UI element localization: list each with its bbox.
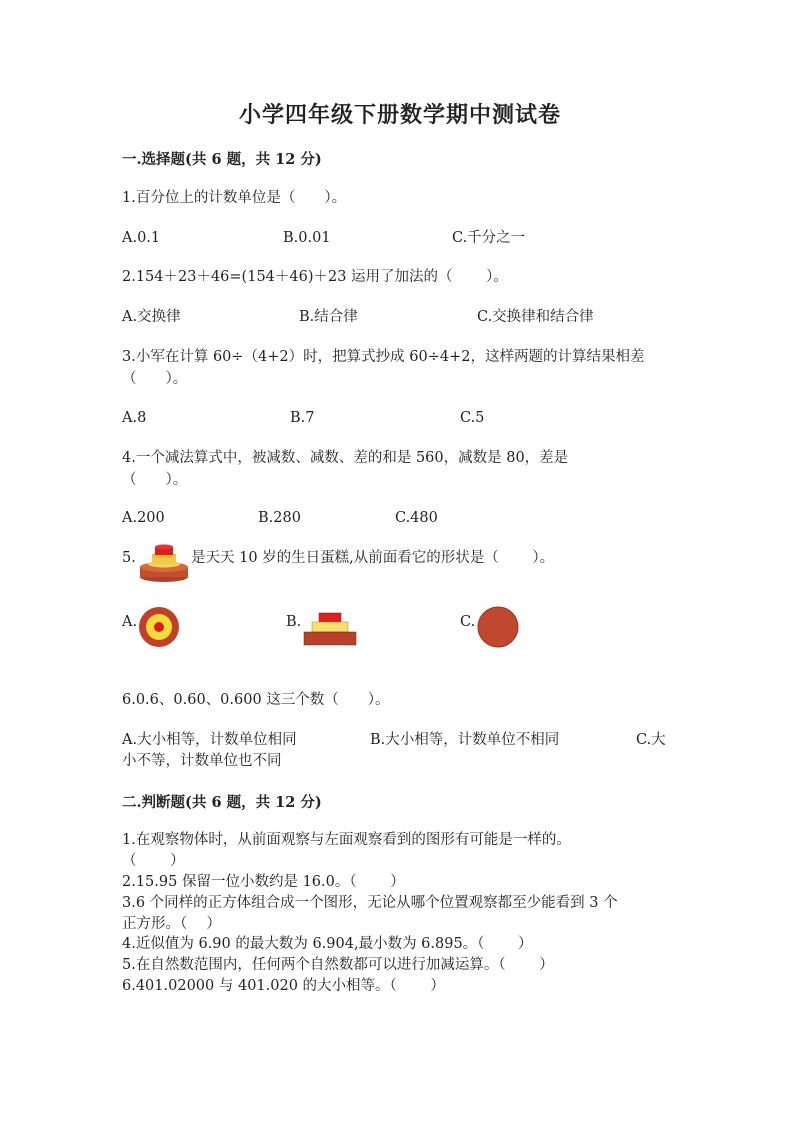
question-5-stem: 是天天 10 岁的生日蛋糕,从前面看它的形状是（ ）。 — [191, 550, 555, 566]
question-6-option-c-line2: 小不等，计数单位也不同 — [122, 753, 282, 769]
question-1-option-a: A.0.1 — [122, 230, 161, 246]
judge-2: 2.15.95 保留一位小数约是 16.0。（ ） — [122, 874, 405, 890]
judge-5: 5.在自然数范围内，任何两个自然数都可以进行加减运算。（ ） — [122, 957, 554, 973]
question-3-stem-line1: 3.小军在计算 60÷（4+2）时，把算式抄成 60÷4+2，这样两题的计算结果相差 — [122, 349, 645, 365]
option-b-front-view-image — [303, 612, 357, 646]
judge-3-line2: 正方形。（ ） — [122, 916, 221, 932]
question-5-option-b-label: B. — [286, 614, 302, 630]
option-a-top-view-image — [138, 606, 180, 648]
question-2-option-a: A.交换律 — [122, 309, 181, 325]
option-c-circle-image — [477, 606, 519, 648]
question-1-stem: 1.百分位上的计数单位是（ ）。 — [122, 190, 347, 206]
judge-4: 4.近似值为 6.90 的最大数为 6.904,最小数为 6.895。（ ） — [122, 936, 533, 952]
question-5-option-a-label: A. — [122, 614, 138, 630]
question-1-option-b: B.0.01 — [283, 230, 331, 246]
judge-6: 6.401.02000 与 401.020 的大小相等。（ ） — [122, 978, 445, 994]
question-1-option-c: C.千分之一 — [452, 230, 526, 246]
question-4-stem-line1: 4.一个减法算式中，被减数、减数、差的和是 560，减数是 80，差是 — [122, 450, 569, 466]
section-heading-true-false: 二.判断题(共 6 题，共 12 分) — [122, 794, 322, 811]
question-3-option-a: A.8 — [122, 410, 147, 426]
question-4-option-c: C.480 — [395, 510, 438, 526]
question-2-stem: 2.154＋23＋46=(154＋46)＋23 运用了加法的（ ）。 — [122, 269, 508, 285]
question-4-option-a: A.200 — [122, 510, 165, 526]
question-3-option-c: C.5 — [460, 410, 485, 426]
question-3-option-b: B.7 — [290, 410, 315, 426]
birthday-cake-image — [138, 543, 190, 583]
judge-1-line1: 1.在观察物体时，从前面观察与左面观察看到的图形有可能是一样的。 — [122, 832, 571, 848]
question-4-option-b: B.280 — [258, 510, 301, 526]
question-6-option-a: A.大小相等，计数单位相同 — [122, 732, 297, 748]
question-4-stem-line2: （ ）。 — [122, 472, 188, 488]
section-heading-choice: 一.选择题(共 6 题，共 12 分) — [122, 151, 322, 168]
question-6-stem: 6.0.6、0.60、0.600 这三个数（ ）。 — [122, 692, 390, 708]
judge-3-line1: 3.6 个同样的正方体组合成一个图形，无论从哪个位置观察都至少能看到 3 个 — [122, 895, 618, 911]
question-6-option-c-line1: C.大 — [636, 732, 666, 748]
question-6-option-b: B.大小相等，计数单位不相同 — [370, 732, 560, 748]
question-5-option-c-label: C. — [460, 614, 476, 630]
question-2-option-c: C.交换律和结合律 — [477, 309, 594, 325]
question-3-stem-line2: （ ）。 — [122, 371, 188, 387]
question-2-option-b: B.结合律 — [299, 309, 358, 325]
judge-1-line2: （ ） — [122, 853, 185, 869]
question-5-number: 5. — [122, 550, 136, 566]
page-title: 小学四年级下册数学期中测试卷 — [238, 102, 561, 128]
